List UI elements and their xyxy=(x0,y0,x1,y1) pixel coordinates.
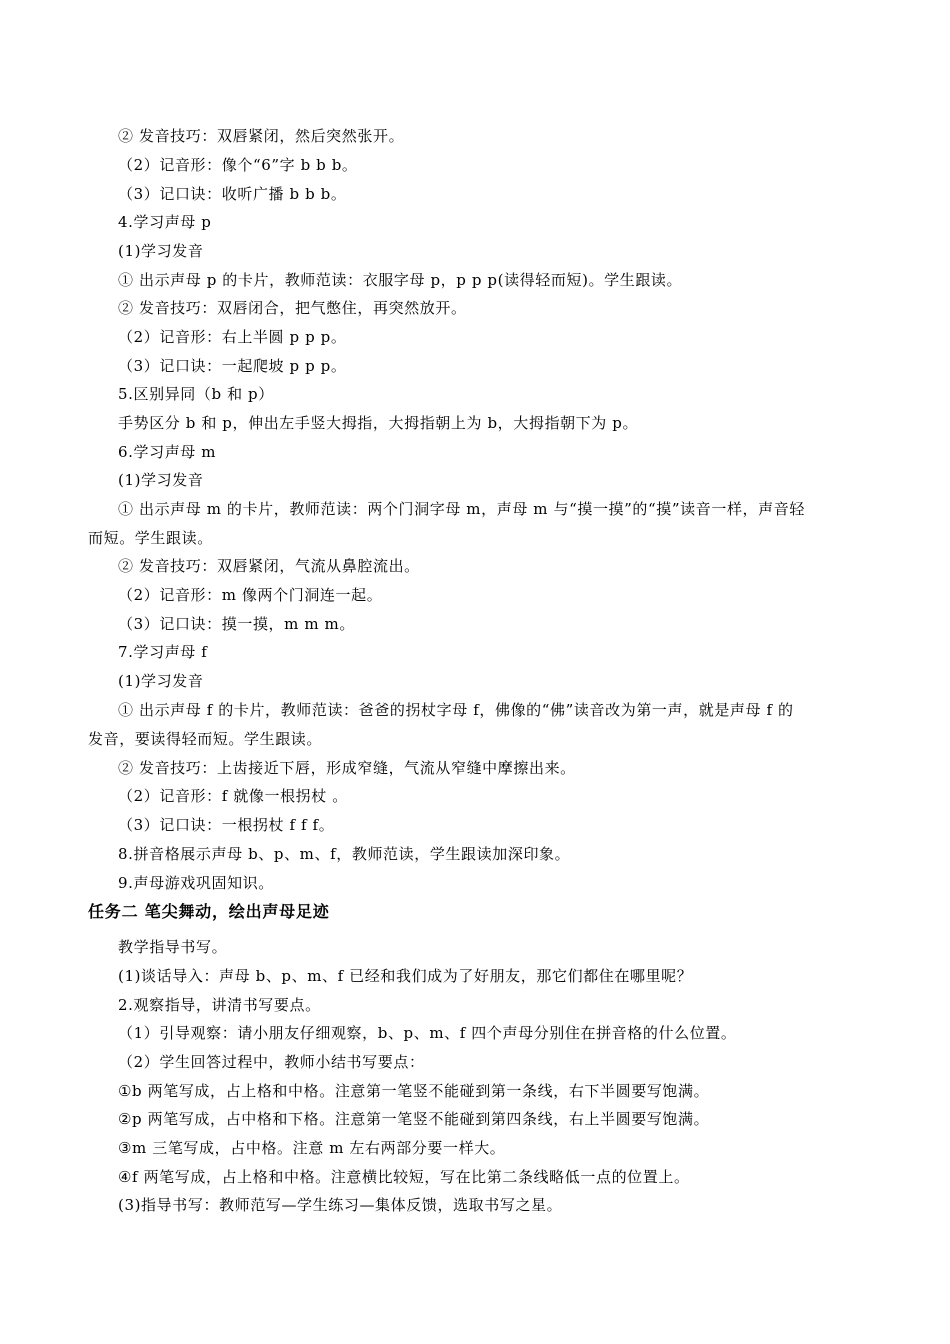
task-heading: 任务二 笔尖舞动，绘出声母足迹 xyxy=(88,902,330,921)
text-line: ③m 三笔写成，占中格。注意 m 左右两部分要一样大。 xyxy=(118,1139,506,1157)
text-line: (1)学习发音 xyxy=(118,242,204,260)
text-line: （2）记音形：右上半圆 p p p。 xyxy=(118,328,347,346)
text-line: 发音，要读得轻而短。学生跟读。 xyxy=(88,730,323,748)
text-line: ① 出示声母 m 的卡片，教师范读：两个门洞字母 m，声母 m 与“摸一摸”的“摸”读音一样，声音轻 xyxy=(118,500,805,518)
text-line: （3）记口诀：收听广播 b b b。 xyxy=(118,185,347,203)
text-line: （2）记音形：m 像两个门洞连一起。 xyxy=(118,586,383,604)
section-item: 6.学习声母 m xyxy=(118,443,217,461)
text-line: ② 发音技巧：上齿接近下唇，形成窄缝，气流从窄缝中摩擦出来。 xyxy=(118,759,576,777)
section-item: 8.拼音格展示声母 b、p、m、f，教师范读，学生跟读加深印象。 xyxy=(118,845,571,863)
text-line: ② 发音技巧：双唇紧闭，然后突然张开。 xyxy=(118,127,405,145)
text-line: 手势区分 b 和 p，伸出左手竖大拇指，大拇指朝上为 b，大拇指朝下为 p。 xyxy=(118,414,639,432)
text-line: (1)谈话导入：声母 b、p、m、f 已经和我们成为了好朋友，那它们都住在哪里呢？ xyxy=(118,967,693,985)
text-line: 而短。学生跟读。 xyxy=(88,529,213,547)
section-item: 4.学习声母 p xyxy=(118,213,212,231)
text-line: ④f 两笔写成，占上格和中格。注意横比较短，写在比第二条线略低一点的位置上。 xyxy=(118,1168,690,1186)
text-line: (1)学习发音 xyxy=(118,672,204,690)
section-item: 2.观察指导，讲清书写要点。 xyxy=(118,996,321,1014)
text-line: ①b 两笔写成，占上格和中格。注意第一笔竖不能碰到第一条线，右下半圆要写饱满。 xyxy=(118,1082,710,1100)
text-line: （1）引导观察：请小朋友仔细观察，b、p、m、f 四个声母分别住在拼音格的什么位置。 xyxy=(118,1024,737,1042)
text-line: （3）记口诀：摸一摸，m m m。 xyxy=(118,615,355,633)
text-line: (1)学习发音 xyxy=(118,471,204,489)
text-line: （2）记音形：像个“6”字 b b b。 xyxy=(118,156,358,174)
text-line: （2）学生回答过程中，教师小结书写要点： xyxy=(118,1053,425,1071)
text-line: ① 出示声母 p 的卡片，教师范读：衣服字母 p，p p p(读得轻而短)。学生跟读。 xyxy=(118,271,683,289)
text-line: (3)指导书写：教师范写—学生练习—集体反馈，选取书写之星。 xyxy=(118,1196,563,1214)
text-line: 教学指导书写。 xyxy=(118,938,228,956)
text-line: （3）记口诀：一根拐杖 f f f。 xyxy=(118,816,335,834)
text-line: ② 发音技巧：双唇紧闭，气流从鼻腔流出。 xyxy=(118,557,420,575)
text-line: ② 发音技巧：双唇闭合，把气憋住，再突然放开。 xyxy=(118,299,467,317)
section-item: 5.区别异同（b 和 p） xyxy=(118,385,274,403)
text-line: ②p 两笔写成，占中格和下格。注意第一笔竖不能碰到第四条线，右上半圆要写饱满。 xyxy=(118,1110,710,1128)
text-line: ① 出示声母 f 的卡片，教师范读：爸爸的拐杖字母 f，佛像的“佛”读音改为第一声，就是声母 f 的 xyxy=(118,701,794,719)
section-item: 7.学习声母 f xyxy=(118,643,208,661)
section-item: 9.声母游戏巩固知识。 xyxy=(118,874,274,892)
text-line: （2）记音形：f 就像一根拐杖 。 xyxy=(118,787,348,805)
text-line: （3）记口诀：一起爬坡 p p p。 xyxy=(118,357,347,375)
